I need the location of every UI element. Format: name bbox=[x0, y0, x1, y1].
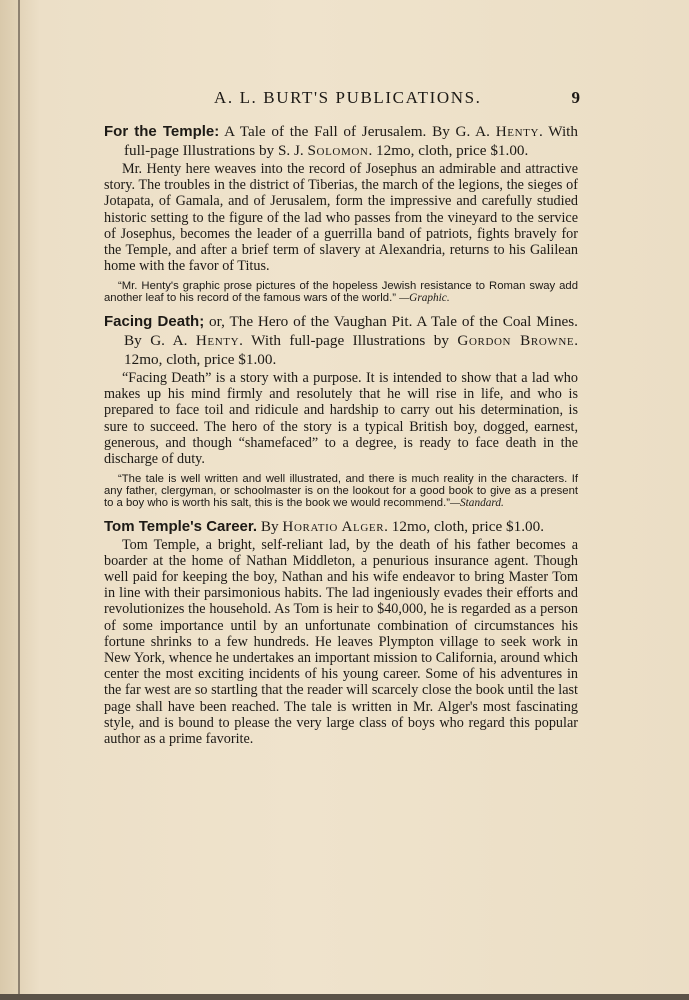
entry-heading bbox=[104, 122, 578, 160]
heading-text: . 12mo, cloth, price $1.00. bbox=[384, 517, 545, 535]
heading-text: or, The Hero of the Vaughan Pit. A Tale of the Coal Mines. By G. A. bbox=[124, 313, 578, 350]
entry-heading bbox=[104, 312, 578, 369]
heading-text: . 12mo, cloth, price $1.00. bbox=[124, 332, 579, 369]
book-title: For the Temple: bbox=[104, 123, 220, 140]
review-quote bbox=[104, 474, 578, 509]
book-title: Tom Temple's Career. bbox=[104, 517, 258, 535]
book-entry-tom-temples-career bbox=[104, 517, 578, 748]
heading-text: A Tale of the Fall of Jerusalem. By G. A. bbox=[219, 123, 496, 140]
book-entry-facing-death bbox=[104, 312, 578, 510]
review-text: “The tale is well written and well illustrated, and there is much reality in the characters. If any father, clergyman, or schoolmaster is on the lookout for a good book to give as a present to a boy who is worth his salt, this is the book we would recommend.” bbox=[104, 473, 578, 509]
heading-text: . 12mo, cloth, price $1.00. bbox=[368, 142, 529, 159]
book-entry-for-the-temple bbox=[104, 122, 578, 305]
book-title: Facing Death; bbox=[104, 313, 205, 331]
book-description: Mr. Henty here weaves into the record of Josephus an admirable and attractive story. The troubles in the district of Tiberias, the march of the legions, the sieges of Jotapata, of Gamala, and of Jerusalem, form the impressive and carefully studied historic setting to the figure of the lad who passes from the vineyard to the service of Josephus, becomes the leader of a guerrilla band of patriots, fights bravely for the Temple, and after a brief term of slavery at Alexandria, returns to his Galilean home with the favor of Titus. bbox=[104, 161, 578, 275]
review-text: “Mr. Henty's graphic prose pictures of the hopeless Jewish resistance to Roman sway add another leaf to his record of the famous wars of the world.” bbox=[104, 280, 578, 305]
illustrator-name: Gordon Browne bbox=[457, 332, 575, 350]
running-head: A. L. BURT'S PUBLICATIONS. bbox=[214, 88, 482, 107]
binding-shadow bbox=[18, 0, 20, 1000]
author-name: Henty bbox=[495, 123, 539, 140]
review-source: —Graphic. bbox=[399, 292, 450, 305]
review-source: —Standard. bbox=[449, 496, 504, 509]
heading-text: By bbox=[257, 517, 283, 535]
author-name: Henty bbox=[195, 332, 240, 350]
page-bottom-edge bbox=[0, 994, 689, 1000]
heading-text: . With full-page Illustrations by bbox=[239, 332, 458, 350]
page-header bbox=[104, 88, 580, 112]
page-number: 9 bbox=[571, 88, 580, 107]
review-quote bbox=[104, 281, 578, 305]
entry-heading bbox=[104, 517, 578, 536]
illustrator-name: Solomon bbox=[307, 142, 369, 159]
page-content bbox=[104, 122, 578, 747]
heading-text: . With full-page Illustrations by S. J. bbox=[124, 123, 578, 159]
book-description: Tom Temple, a bright, self-reliant lad, by the death of his father becomes a boarder at the home of Nathan Middleton, a penurious insurance agent. Though well paid for keeping the boy, Nathan and his wife endeavor to bring Master Tom in line with their parsimonious habits. The lad ingeniously evades their efforts and revolutionizes the household. As Tom is heir to $40,000, he is regarded as a person of some importance until by an unfortunate combination of circumstances his fortune shrinks to a few hundreds. He leaves Plympton village to seek work in New York, whence he undertakes an important mission to California, around which center the most exciting incidents of his young career. Some of his adventures in the far west are so startling that the reader will scarcely close the book until the last page shall have been reached. The tale is written in Mr. Alger's most fascinating style, and is bound to please the very large class of boys who regard this popular author as a prime favorite. bbox=[104, 536, 578, 748]
book-description: “Facing Death” is a story with a purpose. It is intended to show that a lad who makes up his mind firmly and resolutely that he will rise in life, and who is prepared to face toil and ridicule and hardship to carry out his determination, is sure to succeed. The hero of the story is a typical British boy, dogged, earnest, generous, and though “shamefaced” to a degree, is ready to face death in the discharge of duty. bbox=[104, 370, 578, 468]
author-name: Horatio Alger bbox=[282, 517, 385, 535]
